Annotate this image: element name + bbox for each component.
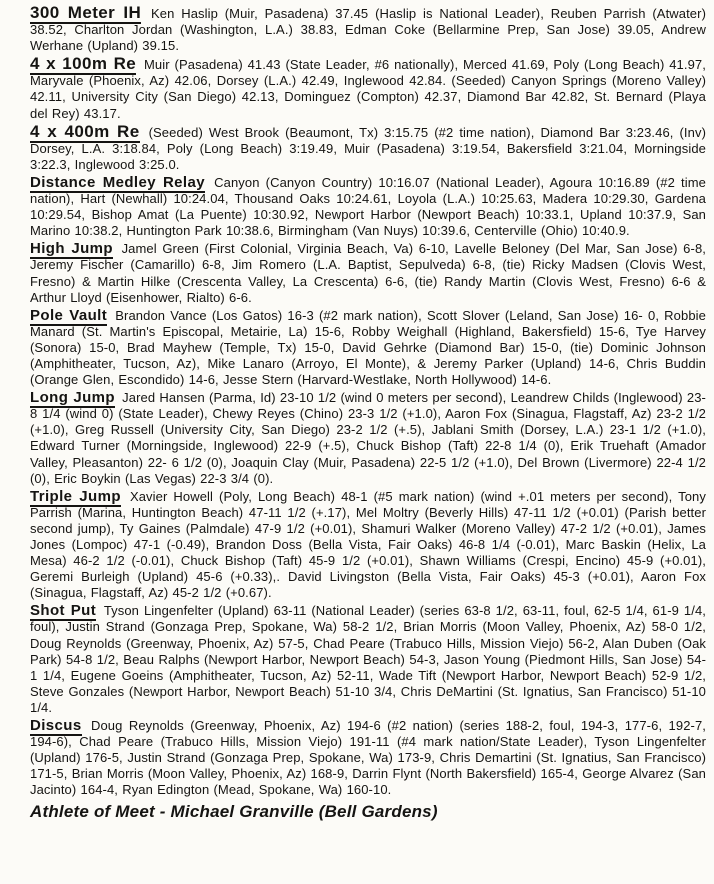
event-title-300-meter-ih: 300 Meter IH	[30, 3, 142, 22]
event-title-distance-medley-relay: Distance Medley Relay	[30, 173, 205, 191]
event-section-4x400m-relay	[30, 121, 707, 173]
event-title-4x400m-relay: 4 x 400m Re	[30, 121, 140, 141]
event-section-long-jump	[30, 390, 706, 487]
event-title-shot-put: Shot Put	[30, 602, 97, 620]
event-section-shot-put	[30, 603, 706, 716]
event-results-4x100m-relay: Muir (Pasadena) 41.43 (State Leader, #6 nationally), Merced 41.69, Poly (Long Beach) 41.97, Maryvale (Phoenix, Az) 42.06, Dorsey (L.A.) 42.49, Inglewood 42.84. (Seeded) Canyon Springs (Moreno Valley) 42.11, University City (San Diego) 42.13, Dominguez (Compton) 42.37, Diamond Bar 42.82, St. Bernard (Playa del Rey) 43.17.	[30, 57, 706, 121]
athlete-of-meet-line: Athlete of Meet - Michael Granville (Bell Gardens)	[30, 801, 438, 821]
event-title-discus: Discus	[30, 717, 82, 735]
event-results-4x400m-relay: (Seeded) West Brook (Beaumont, Tx) 3:15.75 (#2 time nation), Diamond Bar 3:23.46, (Inv) Dorsey, L.A. 3:18.84, Poly (Long Beach) 3:19.49, Muir (Pasadena) 3:19.54, Bakersfield 3:21.04, Morningside 3:22.3, Inglewood 3:25.0.	[30, 124, 707, 172]
event-results-high-jump: Jamel Green (First Colonial, Virginia Beach, Va) 6-10, Lavelle Beloney (Del Mar, San Jose) 6-8, Jeremy Fischer (Camarillo) 6-8, Jim Romero (L.A. Baptist, Sepulveda) 6-8, (tie) Ricky Madsen (Clovis West, Fresno) & Martin Hilke (Crescenta Valley, La Crescenta) 6-6, (tie) Randy Martin (Clovis West, Fresno) 6-6 & Arthur Lloyd (Eisenhower, Rialto) 6-6.	[30, 241, 706, 305]
event-title-pole-vault: Pole Vault	[30, 306, 108, 324]
event-section-4x100m-relay	[30, 56, 706, 121]
event-section-300-meter-ih	[30, 5, 706, 54]
event-results-300-meter-ih: Ken Haslip (Muir, Pasadena) 37.45 (Haslip is National Leader), Reuben Parrish (Atwater) 38.52, Charlton Jordan (Washington, L.A.) 38.83, Edman Coke (Bellarmine Prep, San Jose) 39.05, Andrew Werhane (Upland) 39.15.	[30, 6, 706, 54]
event-title-high-jump: High Jump	[30, 240, 113, 258]
event-section-distance-medley-relay	[30, 175, 706, 239]
event-section-high-jump	[30, 241, 706, 305]
event-section-discus	[30, 718, 706, 798]
event-results-triple-jump: Xavier Howell (Poly, Long Beach) 48-1 (#5 mark nation) (wind +.01 meters per second), Tony Parrish (Marina, Huntington Beach) 47-11 1/2 (+.17), Mel Moltry (Beverly Hills) 47-11 1/2 (+0.01) (Parish better second jump), Ty Gaines (Palmdale) 47-9 1/2 (+0.01), Shamuri Walker (Moreno Valley) 47-2 1/2 (+0.01), James Jones (Lompoc) 47-1 (-0.49), Brandon Doss (Bella Vista, Fair Oaks) 46-8 1/4 (-0.01), Marc Baskin (Helix, La Mesa) 46-2 1/2 (-0.01), Chuck Bishop (Taft) 45-9 1/2 (+0.01), Shawn Williams (Crespi, Encino) 45-9 (+0.01), Geremi Burleigh (Upland) 45-6 (+0.33),. David Livingston (Bella Vista, Fair Oaks) 45-3 (+0.01), Aaron Fox (Sinagua, Flagstaff, Az) 45-2 1/2 (+0.67).	[30, 488, 706, 601]
event-title-4x100m-relay: 4 x 100m Re	[30, 54, 137, 74]
event-results-shot-put: Tyson Lingenfelter (Upland) 63-11 (National Leader) (series 63-8 1/2, 63-11, foul, 62-5 1/4, 61-9 1/4, foul), Justin Strand (Gonzaga Prep, Spokane, Wa) 58-2 1/2, Brian Morris (Moon Valley, Phoenix, Az) 58-0 1/2, Doug Reynolds (Greenway, Phoenix, Az) 57-5, Chad Peare (Trabuco Hills, Mission Viejo) 56-2, Alan Duben (Oak Park) 54-8 1/2, Beau Ralphs (Newport Harbor, Newport Beach) 54-3, Jason Young (Piedmont Hills, San Jose) 54-1 1/4, Eugene Goeins (Amphitheater, Tucson, Az) 52-11, Wade Tift (Newport Harbor, Newport Beach) 52-9 1/2, Steve Gonzales (Newport Harbor, Newport Beach) 51-10 3/4, Chris DeMartini (St. Ignatius, San Francisco) 51-10 1/4.	[30, 603, 706, 715]
event-results-distance-medley-relay: Canyon (Canyon Country) 10:16.07 (National Leader), Agoura 10:16.89 (#2 time nation), Hart (Newhall) 10:24.04, Thousand Oaks 10:24.61, Loyola (L.A.) 10:25.63, Madera 10:29.30, Gardena 10:29.54, Bishop Amat (La Puente) 10:30.92, Newport Harbor (Newport Beach) 10:33.1, Upland 10:37.9, San Marino 10:38.2, Huntington Park 10:38.6, Birmingham (Van Nuys) 10:39.6, Centerville (Ohio) 10:40.9.	[30, 174, 707, 239]
event-results-long-jump: Jared Hansen (Parma, Id) 23-10 1/2 (wind 0 meters per second), Leandrew Childs (Inglewood) 23-8 1/4 (wind 0) (State Leader), Chewy Reyes (Chino) 23-3 1/2 (+1.0), Aaron Fox (Sinagua, Flagstaff, Az) 23-2 1/2 (+1.0), Greg Russell (University City, San Diego) 23-2 1/2 (+.5), Jablani Smith (Dorsey, L.A.) 23-1 1/2 (+1.0), Edward Turner (Morningside, Inglewood) 22-9 (+.5), Chuck Bishop (Taft) 22-8 1/4 (0), Erik Truehaft (Amador Valley, Pleasanton) 22- 6 1/2 (0), Joaquin Clay (Muir, Pasadena) 22-5 1/2 (+1.0), Del Brown (Livermore) 22-4 1/2 (0), Eric Boykin (Las Vegas) 22-3 3/4 (0).	[30, 390, 706, 486]
event-title-triple-jump: Triple Jump	[30, 487, 121, 505]
event-section-triple-jump	[30, 489, 706, 602]
event-results-discus: Doug Reynolds (Greenway, Phoenix, Az) 194-6 (#2 nation) (series 188-2, foul, 194-3, 177-6, 192-7, 194-6), Chad Peare (Trabuco Hills, Mission Viejo) 191-11 (#4 mark nation/State Leader), Tyson Lingenfelter (Upland) 176-5, Justin Strand (Gonzaga Prep, Spokane, Wa) 173-9, Chris Demartini (St. Ignatius, San Francisco) 171-5, Brian Morris (Moon Valley, Phoenix, Az) 168-9, Darrin Flynt (North Bakersfield) 165-4, George Alvarez (San Jacinto) 164-4, Ryan Edington (Mead, Spokane, Wa) 160-10.	[30, 718, 706, 798]
event-section-pole-vault	[30, 308, 706, 388]
event-results-pole-vault: Brandon Vance (Los Gatos) 16-3 (#2 mark nation), Scott Slover (Leland, San Jose) 16- 0, Robbie Manard (St. Martin's Episcopal, Metairie, La) 15-6, Robby Weighall (Highland, Bakersfield) 15-6, Tye Harvey (Sonora) 15-0, Brad Mayhew (Temple, Tx) 15-0, David Gehrke (Diamond Bar) 15-0, (tie) Dominic Johnson (Amphitheater, Tucson, Az), Mike Lanaro (Arroyo, El Monte), & Jeremy Parker (Upland) 14-6, Chris Buddin (Orange Glen, Escondido) 14-6, Jesse Stern (Harvard-Westlake, North Hollywood) 14-6.	[30, 307, 706, 388]
event-title-long-jump: Long Jump	[30, 389, 115, 407]
